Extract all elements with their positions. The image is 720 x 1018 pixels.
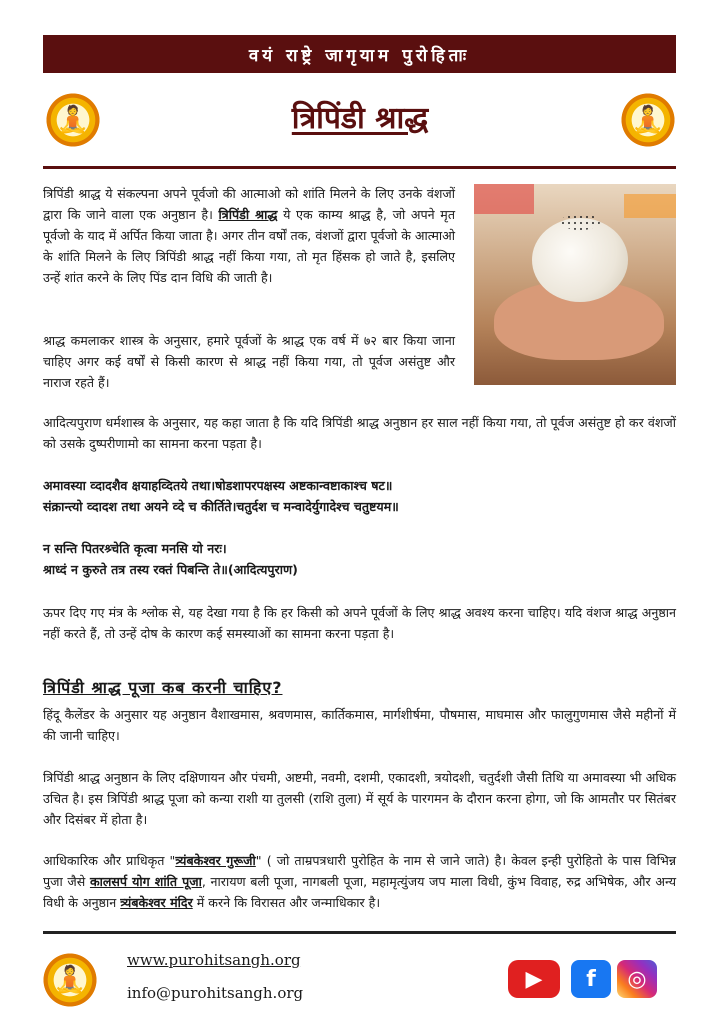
tithi-paragraph: त्रिपिंडी श्राद्ध अनुष्ठान के लिए दक्षिणायन और पंचमी, अष्टमी, नवमी, दशमी, एकादशी, त्रयोदशी, चतुर्दशी जैसी तिथि या अमावस्या भी अधिक उचित है। इस त्रिपिंडी श्राद्ध पूजा को कन्या राशी या तुलसी (राशि तुला) में सूर्य के पारगमन के दौरान करना होगा, जो कि आमतौर पर सितंबर और दिसंबर में होता है। xyxy=(43,770,676,827)
meditation-logo-icon: 🧘 xyxy=(618,90,678,150)
sanskrit-verse-1: अमावस्या व्दादशैव क्षयाहव्दितये तथा।षोडशापरपक्षस्य अष्टकान्वष्टाकाश्च षट॥ संक्रान्त्यो व्दादश तथा अयने व्दे च कीर्तिते।चतुर्दश च मन्वादेर्युगादेश्च चतुष्टयम॥ xyxy=(43,478,399,514)
meditation-logo-icon: 🧘 xyxy=(43,90,103,150)
facebook-icon[interactable]: f xyxy=(571,960,611,998)
youtube-icon[interactable]: ▶ xyxy=(508,960,560,998)
pind-offering-photo xyxy=(474,184,676,385)
website-link[interactable]: www.purohitsangh.org xyxy=(127,951,301,969)
purohit-paragraph: आधिकारिक और प्राधिकृत "त्र्यंबकेश्वर गुरूजी" ( जो ताम्रपत्रधारी पुरोहित के नाम से जाने जाते) है। केवल इन्ही पुरोहितो के पास विभिन्न पुजा जैसे कालसर्प योग शांति पूजा, नारायण बली पूजा, नागबली पूजा, महामृत्युंजय जप माला विधी, कुंभ विवाह, रुद्र अभिषेक, और अन्य विधी के अनुष्ठान त्र्यंबकेश्वर मंदिर में करने कि विरासत और जन्माधिकार है। xyxy=(43,853,676,910)
email-address[interactable]: info@purohitsangh.org xyxy=(127,984,304,1002)
header-banner: वयं राष्ट्रे जागृयाम पुरोहिताः xyxy=(43,35,676,73)
footer-divider xyxy=(43,931,676,934)
intro-paragraph-1: त्रिपिंडी श्राद्ध ये संकल्पना अपने पूर्वजो की आत्माओ को शांति मिलने के लिए उनके वंशजों द्वारा कि जाने वाला एक अनुष्ठान है। त्रिपिंडी श्राद्ध ये एक काम्य श्राद्ध है, जो अपने मृत पूर्वजो के याद में अर्पित किया जाता है। अगर तीन वर्षों तक, वंशजों द्वारा पूर्वजो के आत्माओ के शांति मिलने के लिए त्रिपिंडी श्राद्ध नहीं किया गया, तो मृत हिंसक हो जाते है, इसलिए उन्हें शांत करने के लिए पिंड दान विधि की जाती है। xyxy=(43,186,455,285)
tripindi-shraddh-link[interactable]: त्रिपिंडी श्राद्ध xyxy=(218,207,278,222)
divider xyxy=(43,166,676,169)
section-heading: त्रिपिंडी श्राद्ध पूजा कब करनी चाहिए? xyxy=(43,678,283,697)
kaalsarp-puja-link[interactable]: कालसर्प योग शांति पूजा xyxy=(89,874,202,889)
months-paragraph: हिंदू कैलेंडर के अनुसार यह अनुष्ठान वैशाखमास, श्रवणमास, कार्तिकमास, मार्गशीर्षमा, पौषमास, माघमास और फालुगुणमास जैसे महीनों में की जानी चाहिए। xyxy=(43,707,676,743)
page-title: त्रिपिंडी श्राद्ध xyxy=(291,101,429,136)
meditation-logo-icon: 🧘 xyxy=(40,950,100,1010)
sanskrit-verse-2: न सन्ति पितरश्र्चेति कृत्वा मनसि यो नरः। श्राध्दं न कुरुते तत्र तस्य रक्तं पिबन्ति ते॥(आदित्यपुराण) xyxy=(43,541,298,577)
instagram-icon[interactable]: ◎ xyxy=(617,960,657,998)
intro-paragraph-3: आदित्यपुराण धर्मशास्त्र के अनुसार, यह कहा जाता है कि यदि त्रिपिंडी श्राद्ध अनुष्ठान हर साल नहीं किया गया, तो पूर्वज असंतुष्ट हो कर वंशजों को उसके दुष्परीणामो का सामना करना पड़ता है। xyxy=(43,415,676,451)
trimbakeshwar-temple-link[interactable]: त्र्यंबकेश्वर मंदिर xyxy=(120,895,193,910)
intro-paragraph-2: श्राद्ध कमलाकर शास्त्र के अनुसार, हमारे पूर्वजों के श्राद्ध एक वर्ष में ७२ बार किया जाना चाहिए अगर कई वर्षों से किसी कारण से श्राद्ध नहीं किया गया, तो पूर्वज असंतुष्ट और नाराज रहते हैं। xyxy=(43,333,455,390)
verse-explanation: ऊपर दिए गए मंत्र के श्लोक से, यह देखा गया है कि हर किसी को अपने पूर्वजों के लिए श्राद्ध अवश्य करना चाहिए। यदि वंशज श्राद्ध अनुष्ठान नहीं करते हैं, तो उन्हें दोष के कारण कई समस्याओं का सामना करना पड़ता है। xyxy=(43,605,676,641)
trimbakeshwar-guruji-link[interactable]: त्र्यंबकेश्वर गुरूजी xyxy=(175,853,256,868)
